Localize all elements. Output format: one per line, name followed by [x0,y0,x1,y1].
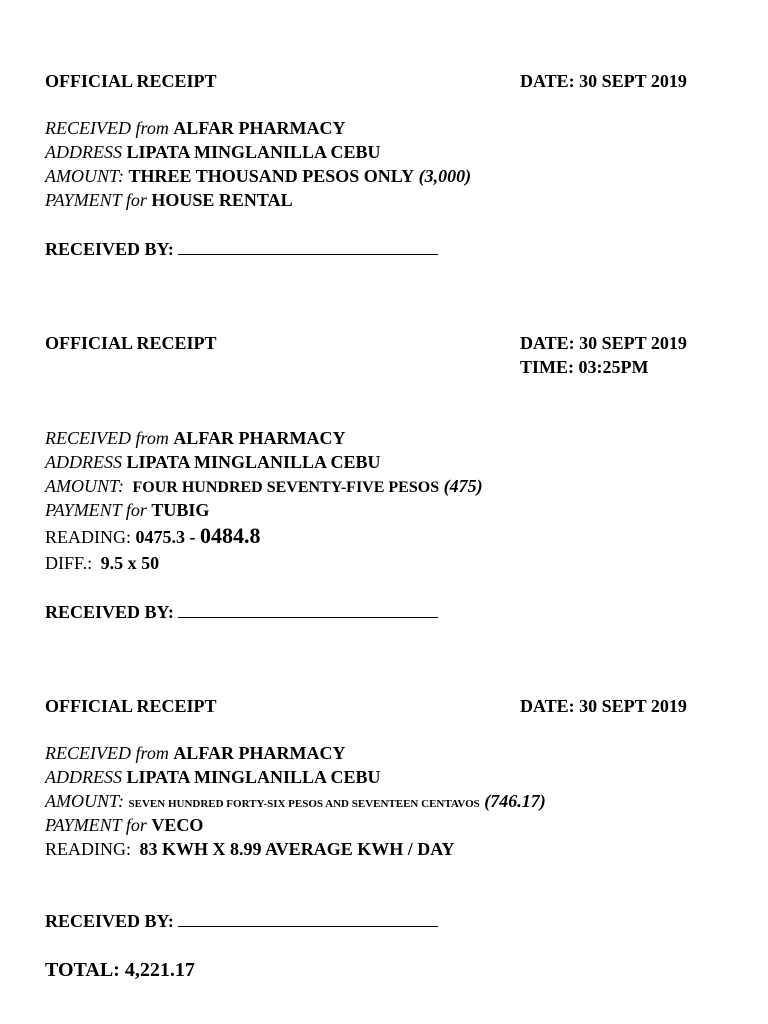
received-from-value: ALFAR PHARMACY [173,118,346,138]
receipt2-diff [45,551,159,575]
received-from-label: RECEIVED from [45,743,169,763]
amount-number: (3,000) [418,166,472,186]
amount-number: (746.17) [484,791,546,811]
receipt3-address [45,765,381,789]
amount-label: AMOUNT: [45,791,125,811]
address-value: LIPATA MINGLANILLA CEBU [126,452,381,472]
received-from-label: RECEIVED from [45,428,169,448]
receipt1-title: OFFICIAL RECEIPT [45,71,217,91]
receipt1-payment [45,188,293,212]
received-from-label: RECEIVED from [45,118,169,138]
total: TOTAL: 4,221.17 [45,959,195,981]
amount-label: AMOUNT: [45,166,125,186]
address-label: ADDRESS [45,767,122,787]
receipt1-date: DATE: 30 SEPT 2019 [520,71,687,91]
receipt2-time: TIME: 03:25PM [520,357,649,377]
receipt3-title: OFFICIAL RECEIPT [45,696,217,716]
receipt1-amount [45,164,471,188]
reading-value: 83 KWH X 8.99 AVERAGE KWH / DAY [139,839,455,859]
payment-value: TUBIG [151,500,210,520]
reading-label: READING: [45,527,131,547]
payment-label: PAYMENT for [45,190,147,210]
received-by-label: RECEIVED BY: [45,602,174,622]
address-value: LIPATA MINGLANILLA CEBU [126,142,381,162]
receipt2-received-by [45,599,438,624]
receipt3-payment [45,813,203,837]
received-by-label: RECEIVED BY: [45,239,174,259]
receipt3-date: DATE: 30 SEPT 2019 [520,696,687,716]
receipt3-amount [45,789,546,816]
signature-line [178,236,438,255]
address-label: ADDRESS [45,452,122,472]
payment-label: PAYMENT for [45,815,147,835]
received-from-value: ALFAR PHARMACY [173,428,346,448]
receipt2-address [45,450,381,474]
received-from-value: ALFAR PHARMACY [173,743,346,763]
receipt1-address [45,140,381,164]
amount-number: (475) [443,476,483,496]
amount-words: SEVEN HUNDRED FORTY-SIX PESOS AND SEVENTEEN CENTAVOS [128,798,480,810]
signature-line [178,908,438,927]
amount-words: FOUR HUNDRED SEVENTY-FIVE PESOS [132,479,440,496]
payment-label: PAYMENT for [45,500,147,520]
receipt3-received-from [45,741,345,765]
amount-words: THREE THOUSAND PESOS ONLY [128,166,415,186]
address-value: LIPATA MINGLANILLA CEBU [126,767,381,787]
receipt2-amount [45,474,483,500]
diff-label: DIFF.: [45,553,93,573]
payment-value: HOUSE RENTAL [151,190,293,210]
receipt3-received-by [45,908,438,933]
reading-label: READING: [45,839,131,859]
diff-value: 9.5 x 50 [100,553,160,573]
receipt2-date: DATE: 30 SEPT 2019 [520,333,687,353]
receipt2-received-from [45,426,345,450]
receipt2-reading [45,524,261,549]
receipt1-received-from [45,116,345,140]
address-label: ADDRESS [45,142,122,162]
receipt3-reading [45,837,455,861]
reading-end: 0484.8 [200,523,261,548]
receipt2-title: OFFICIAL RECEIPT [45,333,217,353]
signature-line [178,599,438,618]
reading-start: 0475.3 - [135,527,196,547]
payment-value: VECO [151,815,204,835]
received-by-label: RECEIVED BY: [45,911,174,931]
receipt2-payment [45,498,209,522]
amount-label: AMOUNT: [45,476,125,496]
receipt1-received-by [45,236,438,261]
